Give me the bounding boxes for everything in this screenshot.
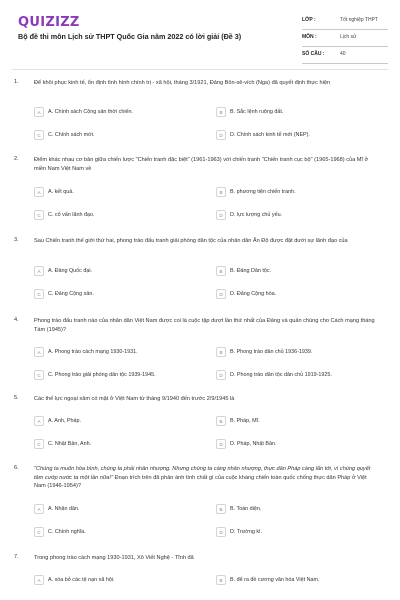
option-letter: D <box>216 130 226 140</box>
option-text: B. Sắc lệnh ruộng đất. <box>230 109 284 115</box>
option-b[interactable] <box>216 503 261 515</box>
option-letter: C <box>34 210 44 220</box>
option-text: B. phương tiện chiến tranh. <box>230 189 296 195</box>
option-letter: B <box>216 107 226 117</box>
option-letter: B <box>216 266 226 276</box>
option-b[interactable] <box>216 186 296 198</box>
document-title: Bộ đề thi môn Lịch sử THPT Quốc Gia năm 2022 có lời giải (Đề 3) <box>18 32 242 41</box>
document-header <box>0 0 400 64</box>
option-text: D. Đảng Cộng hòa. <box>230 291 277 297</box>
option-text: C. Chính sách mới. <box>48 132 95 138</box>
option-letter: A <box>34 347 44 357</box>
meta-row-subject <box>302 32 388 47</box>
option-d[interactable] <box>216 288 276 300</box>
option-d[interactable] <box>216 129 310 141</box>
option-letter: A <box>34 416 44 426</box>
option-text: D. Pháp, Nhật Bản. <box>230 441 277 447</box>
option-a[interactable] <box>34 415 81 427</box>
question-number: 5. <box>14 395 19 401</box>
option-text: A. Anh, Pháp. <box>48 418 81 424</box>
question-text: Trong phong trào cách mạng 1930-1931, Xô Viết Nghệ - Tĩnh đã <box>34 555 194 561</box>
option-d[interactable] <box>216 438 276 450</box>
option-letter: A <box>34 266 44 276</box>
option-text: B. Phong trào dân chủ 1936-1939. <box>230 349 313 355</box>
meta-label: MÔN : <box>302 34 317 40</box>
option-letter: D <box>216 527 226 537</box>
option-text: D. lực lượng chủ yếu. <box>230 212 283 218</box>
question-number: 6. <box>14 465 19 471</box>
option-c[interactable] <box>34 129 94 141</box>
option-text: C. Phong trào giải phóng dân tộc 1939-1945. <box>48 372 156 378</box>
question-number: 1. <box>14 79 19 85</box>
option-letter: C <box>34 130 44 140</box>
option-b[interactable] <box>216 265 271 277</box>
option-letter: C <box>34 527 44 537</box>
meta-label: SỐ CÂU : <box>302 51 325 57</box>
question-text: Điểm khác nhau cơ bản giữa chiến lược "Chiến tranh đặc biệt" (1961-1963) với chiến tranh "Chiến tranh cục bộ" (1965-1968) của Mĩ ở miền Nam Việt Nam về <box>34 157 369 172</box>
option-text: B. để ra đề cương văn hóa Việt Nam. <box>230 577 320 583</box>
option-text: D. Phong trào dân tộc dân chủ 1919-1925. <box>230 372 332 378</box>
option-text: A. Nhân dân. <box>48 506 80 512</box>
option-text: A. Chính sách Cộng sản thời chiến. <box>48 109 134 115</box>
option-letter: B <box>216 347 226 357</box>
question-text: Để khôi phục kinh tế, ổn định tình hình chính trị - xã hội, tháng 3/1921, Đảng Bôn-sê-vích (Nga) đã quyết định thực hiện <box>34 80 331 86</box>
question-quote: "Chúng ta muốn hòa bình, chúng ta phải nhân nhượng. Nhưng chúng ta càng nhân nhượng, thực dân Pháp càng lấn tới, vì chúng quyết tâm cướp nước ta một lần nữa!" <box>34 466 371 481</box>
option-letter: B <box>216 504 226 514</box>
option-a[interactable] <box>34 265 92 277</box>
option-a[interactable] <box>34 503 79 515</box>
option-b[interactable] <box>216 574 319 586</box>
option-letter: A <box>34 107 44 117</box>
question-text: Sau Chiến tranh thế giới thứ hai, phong trào đấu tranh giải phóng dân tộc của nhân dân Ấn Độ được đặt dưới sự lãnh đạo của <box>34 238 348 244</box>
question-number: 7. <box>14 554 19 560</box>
option-text: C. cố vấn lãnh đạo. <box>48 212 95 218</box>
option-c[interactable] <box>34 209 94 221</box>
option-text: A. xóa bỏ các tệ nạn xã hội. <box>48 577 115 583</box>
option-c[interactable] <box>34 288 94 300</box>
option-d[interactable] <box>216 369 332 381</box>
option-text: A. Đảng Quốc đại. <box>48 268 93 274</box>
question-number: 2. <box>14 156 19 162</box>
meta-label: LỚP : <box>302 17 316 23</box>
option-a[interactable] <box>34 574 115 586</box>
quizizz-logo: QUIZIZZ <box>18 15 80 30</box>
meta-value: Lịch sử <box>340 34 357 40</box>
question-number: 3. <box>14 237 19 243</box>
option-letter: B <box>216 187 226 197</box>
option-letter: B <box>216 575 226 585</box>
option-letter: C <box>34 439 44 449</box>
option-a[interactable] <box>34 346 138 358</box>
option-letter: D <box>216 210 226 220</box>
option-text: D. Trường kì. <box>230 529 263 535</box>
question-number: 4. <box>14 317 19 323</box>
option-letter: C <box>34 370 44 380</box>
option-letter: A <box>34 575 44 585</box>
option-d[interactable] <box>216 526 262 538</box>
option-b[interactable] <box>216 415 260 427</box>
option-text: C. Nhật Bản, Anh. <box>48 441 92 447</box>
meta-row-class <box>302 15 388 30</box>
option-letter: D <box>216 370 226 380</box>
option-text: D. Chính sách kinh tế mới (NEP). <box>230 132 310 138</box>
option-b[interactable] <box>216 106 283 118</box>
document-meta <box>302 15 388 66</box>
option-text: B. Đảng Dân tộc. <box>230 268 272 274</box>
option-a[interactable] <box>34 106 133 118</box>
option-c[interactable] <box>34 369 156 381</box>
option-b[interactable] <box>216 346 312 358</box>
meta-row-count <box>302 49 388 64</box>
option-d[interactable] <box>216 209 282 221</box>
header-divider <box>12 69 388 70</box>
option-letter: A <box>34 504 44 514</box>
option-text: A. kết quả. <box>48 189 74 195</box>
question-text: Phong trào đấu tranh nào của nhân dân Việt Nam được coi là cuộc tập dượt lần thứ nhất của Đảng và quần chúng cho Cách mạng tháng Tám (1945)? <box>34 318 375 333</box>
option-text: C. Đảng Cộng sản. <box>48 291 94 297</box>
option-letter: B <box>216 416 226 426</box>
question-text <box>34 465 380 491</box>
question-text: Các thế lực ngoại xâm có mặt ở Việt Nam từ tháng 9/1940 đến trước 2/9/1945 là <box>34 396 235 402</box>
option-text: B. Toàn diện. <box>230 506 262 512</box>
meta-value: 40 <box>340 51 346 57</box>
meta-value: Tốt nghiệp THPT <box>340 17 378 23</box>
option-c[interactable] <box>34 526 86 538</box>
option-text: C. Chính nghĩa. <box>48 529 86 535</box>
option-c[interactable] <box>34 438 91 450</box>
option-letter: D <box>216 439 226 449</box>
question-prompt: Đoạn trích trên đã phản ánh tính chất gì của cuộc kháng chiến toàn quốc chống thực dân Pháp ở Việt Nam (1946-1954)? <box>34 474 367 489</box>
option-letter: A <box>34 187 44 197</box>
option-text: B. Pháp, Mĩ. <box>230 418 260 424</box>
option-letter: C <box>34 289 44 299</box>
option-letter: D <box>216 289 226 299</box>
option-a[interactable] <box>34 186 74 198</box>
option-text: A. Phong trào cách mạng 1930-1931. <box>48 349 138 355</box>
